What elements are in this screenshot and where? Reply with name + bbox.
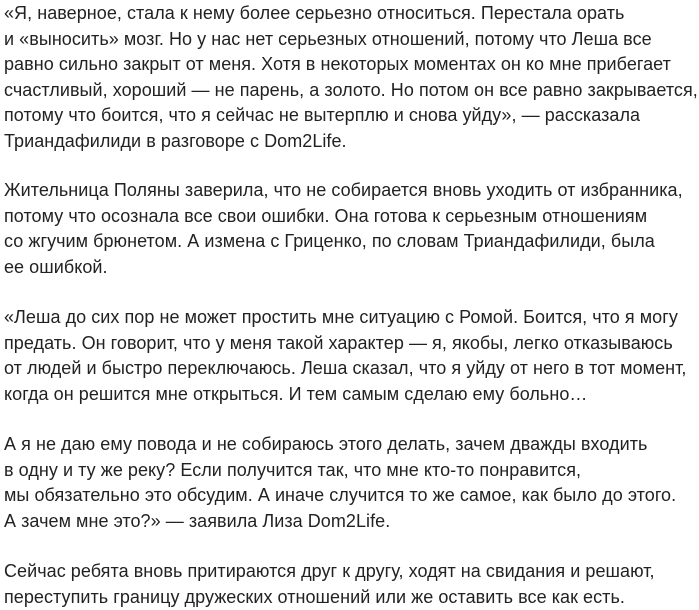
paragraph-narration-1 [4,178,683,280]
text-line: потому что боится, что я сейчас не вытерплю и снова уйду», — рассказала [4,103,698,129]
text-line: А зачем мне это?» — заявила Лиза Dom2Life. [4,509,676,535]
text-line: А я не даю ему повода и не собираюсь этого делать, зачем дважды входить [4,432,676,458]
text-line: мы обязательно это обсудим. А иначе случится то же самое, как было до этого. [4,483,676,509]
text-line: в одну и ту же реку? Если получится так, что мне кто-то понравится, [4,458,676,484]
text-line: счастливый, хороший — не парень, а золото. Но потом он все равно закрывается, [4,78,698,104]
text-line: предать. Он говорит, что у меня такой характер — я, якобы, легко отказываюсь [4,331,686,357]
text-line: «Леша до сих пор не может простить мне ситуацию с Ромой. Боится, что я могу [4,305,686,331]
text-line: Сейчас ребята вновь притираются друг к другу, ходят на свидания и решают, [4,559,655,585]
text-line: равно сильно закрыт от меня. Хотя в некоторых моментах он ко мне прибегает [4,52,698,78]
paragraph-quote-2 [4,305,686,407]
text-line: переступить границу дружеских отношений или же оставить все как есть. [4,585,655,610]
text-line: Жительница Поляны заверила, что не собирается вновь уходить от избранника, [4,178,683,204]
paragraph-narration-2 [4,559,655,610]
text-line: от людей и быстро переключаюсь. Леша сказал, что я уйду от него в тот момент, [4,356,686,382]
paragraph-quote-1 [4,1,698,154]
text-line: когда он решится мне открыться. И тем самым сделаю ему больно… [4,382,686,408]
text-line: ее ошибкой. [4,255,683,281]
text-line: и «выносить» мозг. Но у нас нет серьезных отношений, потому что Леша все [4,27,698,53]
text-line: со жгучим брюнетом. А измена с Гриценко, по словам Триандафилиди, была [4,229,683,255]
paragraph-quote-3 [4,432,676,534]
text-line: потому что осознала все свои ошибки. Она готова к серьезным отношениям [4,204,683,230]
text-line: Триандафилиди в разговоре с Dom2Life. [4,129,698,155]
text-line: «Я, наверное, стала к нему более серьезно относиться. Перестала орать [4,1,698,27]
